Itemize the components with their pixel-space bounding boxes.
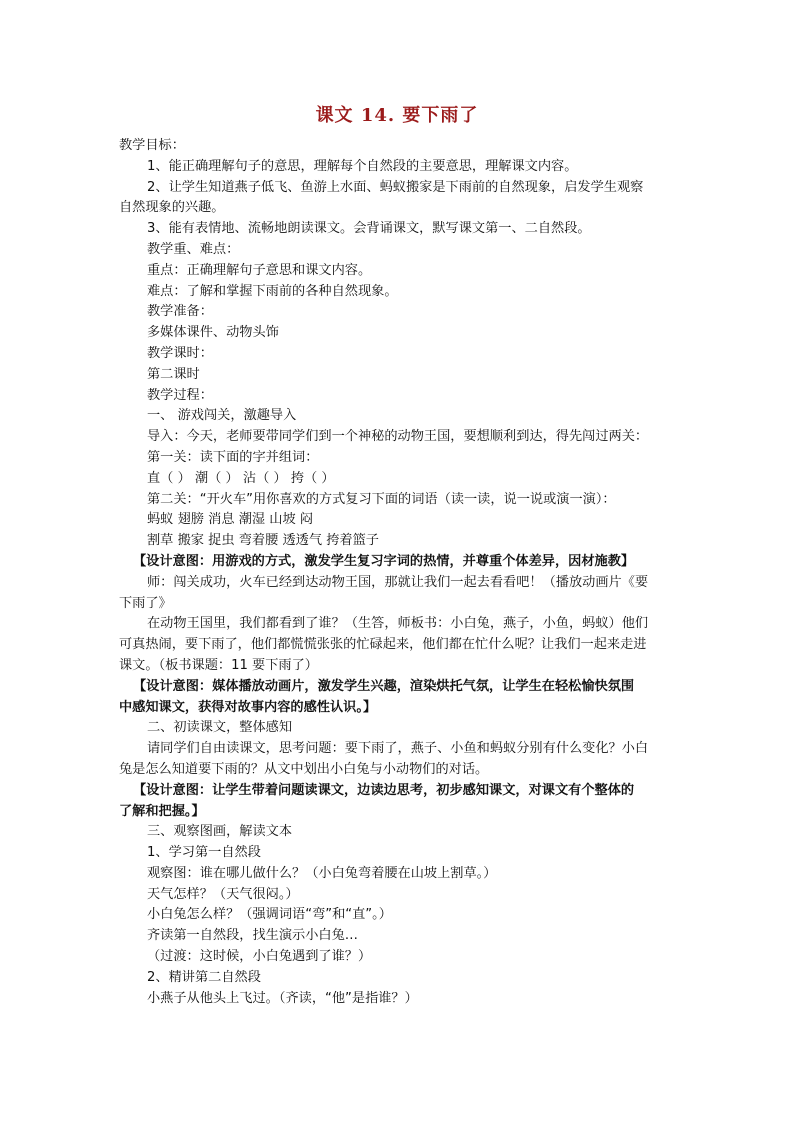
paragraph-line: 了解和把握。】: [119, 803, 205, 819]
paragraph-line: 难点：了解和掌握下雨前的各种自然现象。: [147, 283, 398, 299]
paragraph-line: 重点：正确理解句子意思和课文内容。: [147, 262, 372, 278]
paragraph-line: 教学课时：: [147, 345, 213, 361]
paragraph-line: 2、让学生知道燕子低飞、鱼游上水面、蚂蚁搬家是下雨前的自然现象，启发学生观察: [147, 179, 644, 195]
paragraph-line: 2、精讲第二自然段: [147, 969, 261, 985]
paragraph-line: 【设计意图：用游戏的方式，激发学生复习字词的热情，并尊重个体差异，因材施教】: [133, 553, 635, 569]
paragraph-line: 3、能有表情地、流畅地朗读课文。会背诵课文，默写课文第一、二自然段。: [147, 221, 591, 237]
paragraph-line: 二、初读课文，整体感知: [147, 720, 293, 736]
paragraph-line: 【设计意图：让学生带着问题读课文，边读边思考，初步感知课文，对课文有个整体的: [133, 782, 635, 798]
paragraph-line: 自然现象的兴趣。: [119, 200, 225, 216]
paragraph-line: 可真热闹，要下雨了，他们都慌慌张张的忙碌起来，他们都在忙什么呢？让我们一起来走进: [119, 637, 647, 653]
paragraph-line: 在动物王国里，我们都看到了谁？（生答，师板书：小白兔，燕子，小鱼，蚂蚁）他们: [147, 616, 649, 632]
document-body: [119, 136, 679, 1009]
paragraph-line: 请同学们自由读课文，思考问题：要下雨了，燕子、小鱼和蚂蚁分别有什么变化？小白: [147, 741, 649, 757]
paragraph-line: 天气怎样？（天气很闷。）: [147, 886, 299, 902]
paragraph-line: 教学准备：: [147, 304, 213, 320]
paragraph-line: 兔是怎么知道要下雨的？从文中划出小白兔与小动物们的对话。: [119, 761, 489, 777]
paragraph-line: 1、学习第一自然段: [147, 845, 261, 861]
paragraph-line: 一、 游戏闯关，激趣导入: [147, 408, 297, 424]
paragraph-line: 第二关：“开火车”用你喜欢的方式复习下面的词语（读一读，说一说或演一演）：: [147, 491, 616, 507]
paragraph-line: 导入：今天，老师要带同学们到一个神秘的动物王国，要想顺利到达，得先闯过两关：: [147, 429, 649, 445]
paragraph-line: 第一关：读下面的字并组词：: [147, 449, 319, 465]
paragraph-line: 中感知课文，获得对故事内容的感性认识。】: [119, 699, 377, 715]
document-title: 课文 14. 要下雨了: [315, 105, 479, 126]
paragraph-line: 课文。（板书课题：11 要下雨了）: [119, 657, 318, 673]
paragraph-line: 多媒体课件、动物头饰: [147, 325, 279, 341]
paragraph-line: 教学目标：: [119, 138, 185, 153]
paragraph-line: 小燕子从他头上飞过。（齐读，“他”是指谁？）: [147, 990, 418, 1006]
paragraph-line: 割草 搬家 捉虫 弯着腰 透透气 挎着篮子: [147, 533, 379, 549]
paragraph-line: 三、观察图画，解读文本: [147, 824, 293, 840]
paragraph-line: 小白兔怎么样？（强调词语“弯”和“直”。）: [147, 907, 392, 923]
paragraph-line: 【设计意图：媒体播放动画片，激发学生兴趣，渲染烘托气氛，让学生在轻松愉快氛围: [133, 678, 635, 694]
paragraph-line: 观察图：谁在哪儿做什么？（小白兔弯着腰在山坡上割草。）: [147, 865, 497, 881]
paragraph-line: 下雨了》: [119, 595, 172, 611]
paragraph-line: 蚂蚁 翅膀 消息 潮湿 山坡 闷: [147, 512, 314, 528]
paragraph-line: 教学重、难点：: [147, 241, 240, 257]
paragraph-line: （过渡：这时候，小白兔遇到了谁？）: [147, 949, 372, 965]
paragraph-line: 师：闯关成功，火车已经到达动物王国，那就让我们一起去看看吧！（播放动画片《要: [147, 574, 649, 590]
paragraph-line: 齐读第一自然段，找生演示小白兔…: [147, 928, 358, 944]
paragraph-line: 第二课时: [147, 366, 200, 382]
paragraph-line: 直（ ） 潮（ ） 沾（ ） 挎（ ）: [147, 470, 335, 486]
paragraph-line: 1、能正确理解句子的意思，理解每个自然段的主要意思，理解课文内容。: [147, 158, 578, 174]
paragraph-line: 教学过程：: [147, 387, 213, 403]
